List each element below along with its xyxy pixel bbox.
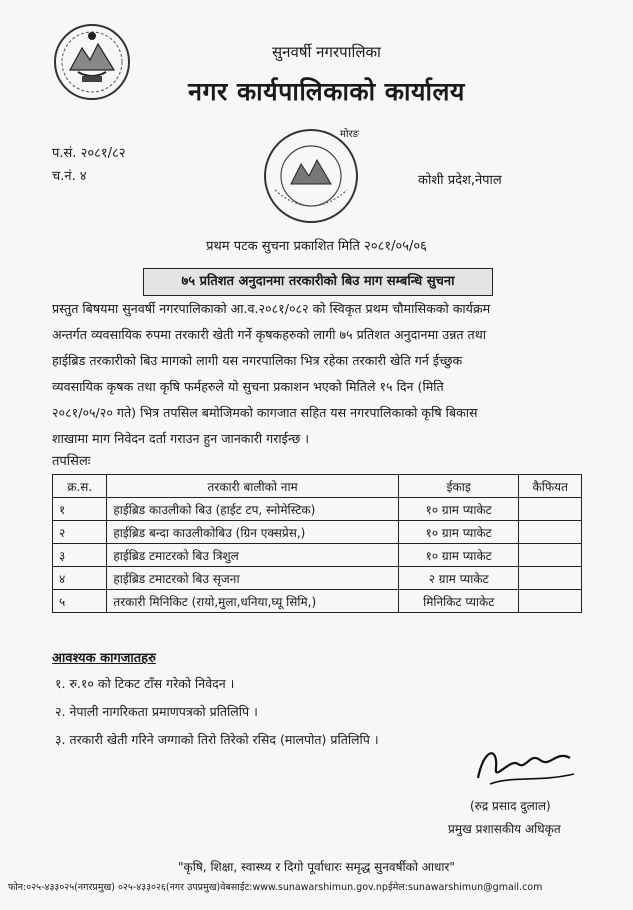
letter-number: प.सं. २०८१/८२ [52, 146, 126, 161]
row-unit: १० ग्राम प्याकेट [398, 544, 519, 567]
row-crop-name: तरकारी मिनिकिट (रायो,मुला,धनिया,घ्यू सिमि,) [107, 590, 398, 613]
body-line: प्रस्तुत बिषयमा सुनवर्षी नगरपालिकाको आ.व.२०८१/०८२ को स्विकृत प्रथम चौमासिकको कार्यक्रम [52, 301, 491, 316]
row-unit: मिनिकिट प्याकेट [398, 590, 519, 613]
table-row [53, 567, 582, 590]
signatory-title: प्रमुख प्रशासकीय अधिकृत [448, 822, 561, 836]
row-crop-name: हाईब्रिड टमाटरको बिउ त्रिशुल [107, 544, 398, 567]
notice-body [52, 296, 582, 452]
contact-footer: फोन:०२५-४३३०२५(नगरप्रमुख) ०२५-४३३०२६(नगर उपप्रमुख)वेबसाईट:www.sunawarshimun.gov.npईमेल:sunawarshimun@gmail.com [8, 882, 543, 893]
header-serial: क्र.स. [53, 475, 107, 498]
row-remarks [519, 498, 582, 521]
municipal-slogan: "कृषि, शिक्षा, स्वास्थ्य र दिगो पूर्वाधारः समृद्ध सुनवर्षीको आधार" [178, 860, 455, 874]
header-unit: ईकाइ [398, 475, 519, 498]
header-remarks: कैफियत [519, 475, 582, 498]
row-unit: २ ग्राम प्याकेट [398, 567, 519, 590]
document-item: १. रु.१० को टिकट टाँस गरेको निवेदन । [55, 676, 235, 691]
handwritten-signature [470, 738, 580, 796]
row-crop-name: हाईब्रिड टमाटरको बिउ सृजना [107, 567, 398, 590]
row-remarks [519, 567, 582, 590]
table-row [53, 498, 582, 521]
row-remarks [519, 521, 582, 544]
row-serial: २ [53, 521, 107, 544]
row-crop-name: हाईब्रिड काउलीको बिउ (हाईट टप, स्नोमेस्टिक) [107, 498, 398, 521]
document-item: ३. तरकारी खेती गरिने जग्गाको तिरो तिरेको रसिद (मालपोत) प्रतिलिपि । [55, 732, 379, 747]
details-label: तपसिलः [52, 454, 91, 469]
row-remarks [519, 590, 582, 613]
notice-subject: ७५ प्रतिशत अनुदानमा तरकारीको बिउ माग सम्बन्धि सुचना [143, 268, 493, 296]
row-serial: १ [53, 498, 107, 521]
dispatch-number: च.नं. ४ [52, 169, 87, 184]
table-row [53, 590, 582, 613]
row-serial: ५ [53, 590, 107, 613]
seal-district-text: मोरङ [340, 129, 360, 140]
required-documents-heading: आवश्यक कागजातहरु [52, 651, 156, 666]
body-line: व्यवसायिक कृषक तथा कृषि फर्महरुले यो सुचना प्रकाशन भएको मितिले १५ दिन (मिति [52, 379, 444, 394]
header-crop-name: तरकारी बालीको नाम [107, 475, 398, 498]
table-header-row [53, 475, 582, 498]
body-line: २०८१/०५/२० गते) भित्र तपसिल बमोजिमको कागजात सहित यस नगरपालिकाको कृषि बिकास [52, 405, 478, 420]
table-row [53, 521, 582, 544]
office-title: नगर कार्यपालिकाको कार्यालय [188, 77, 465, 106]
signatory-name: (रुद्र प्रसाद दुलाल) [470, 799, 551, 813]
row-serial: ४ [53, 567, 107, 590]
table-row [53, 544, 582, 567]
municipality-name: सुनवर्षी नगरपालिका [272, 43, 381, 61]
document-item: २. नेपाली नागरिकता प्रमाणपत्रको प्रतिलिपि । [55, 704, 258, 719]
body-line: हाईब्रिड तरकारीको बिउ मागको लागी यस नगरपालिका भित्र रहेका तरकारी खेति गर्न ईच्छुक [52, 353, 463, 368]
row-remarks [519, 544, 582, 567]
row-unit: १० ग्राम प्याकेट [398, 498, 519, 521]
seed-items-table [52, 474, 582, 613]
row-crop-name: हाईब्रिड बन्दा काउलीकोबिउ (ग्रिन एक्सप्रेस,) [107, 521, 398, 544]
row-unit: १० ग्राम प्याकेट [398, 521, 519, 544]
published-date: प्रथम पटक सुचना प्रकाशित मिति २०८१/०५/०६ [206, 239, 427, 254]
province-label: कोशी प्रदेश,नेपाल [418, 173, 502, 188]
body-line: अन्तर्गत व्यवसायिक रुपमा तरकारी खेती गर्ने कृषकहरुको लागी ७५ प्रतिशत अनुदानमा उन्नत तथा [52, 327, 487, 342]
body-line: शाखामा माग निवेदन दर्ता गराउन हुन जानकारी गराईन्छ । [52, 431, 310, 446]
row-serial: ३ [53, 544, 107, 567]
